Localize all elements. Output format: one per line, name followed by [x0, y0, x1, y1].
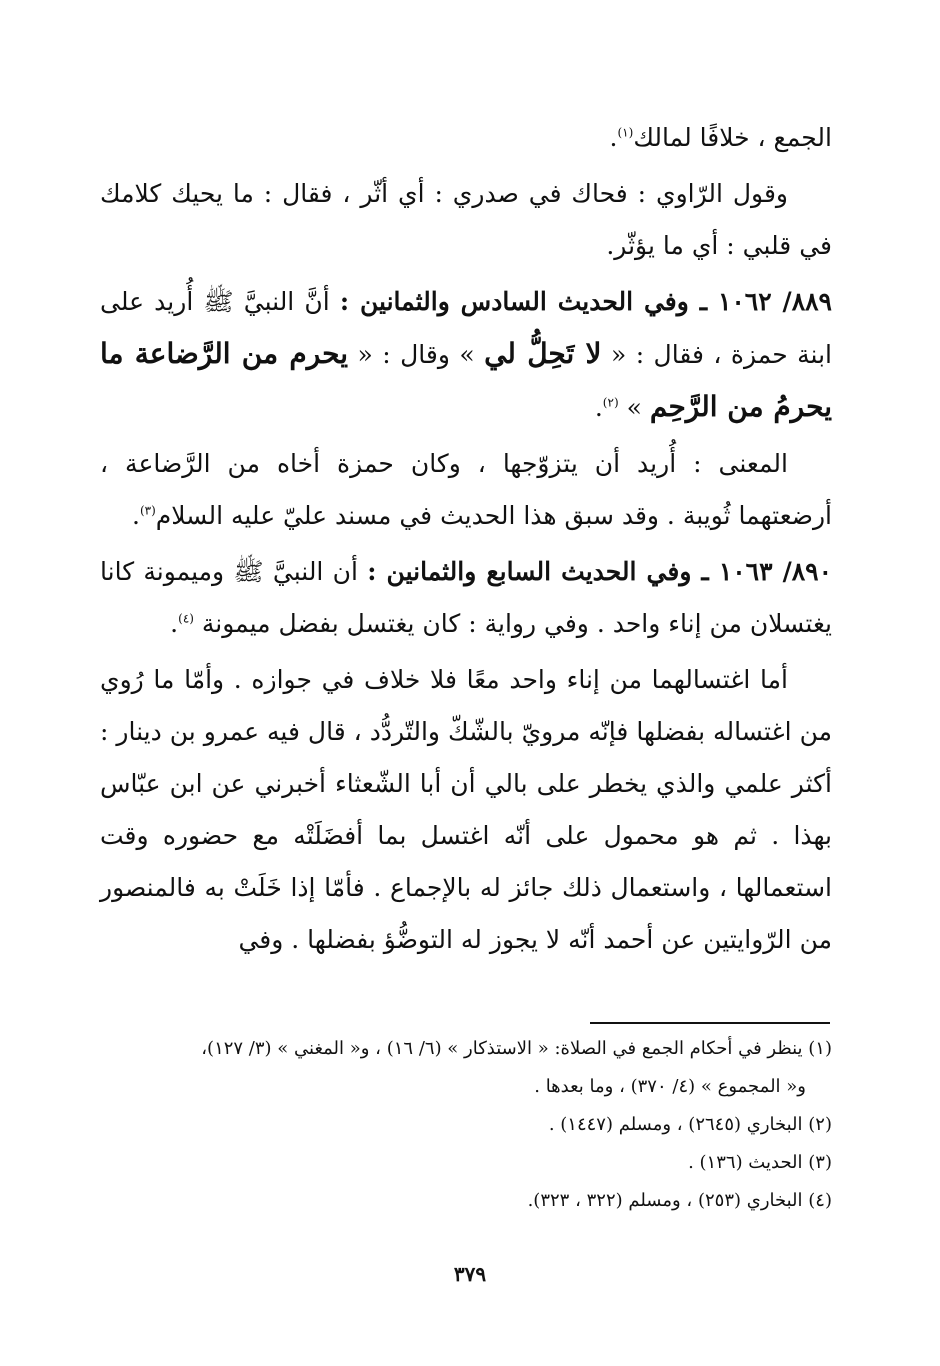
footnotes [100, 1030, 832, 1220]
footnote-1-continued: و« المجموع » (٤/ ٣٧٠) ، وما بعدها . [534, 1076, 806, 1097]
hadith-890-text: أن النبيَّ ﷺ وميمونة كانا يغتسلان من إناء واحد . وفي رواية : كان يغتسل بفضل ميمونة [100, 557, 832, 638]
footnote-divider [590, 1022, 830, 1024]
hadith-889-heading: ٨٨٩/ ١٠٦٢ ـ وفي الحديث السادس والثمانين : [339, 287, 832, 316]
paragraph-1-end: . [609, 123, 618, 152]
hadith-889-end: . [594, 393, 603, 422]
footnote-ref-4: (٤) [178, 611, 194, 626]
paragraph-4-end: . [131, 501, 140, 530]
paragraph-4 [100, 438, 832, 542]
page-body [100, 112, 832, 966]
paragraph-6 [100, 654, 832, 966]
hadith-890 [100, 546, 832, 650]
hadith-889-quote-1: لا تَحِلُّ لي [484, 337, 602, 370]
paragraph-2 [100, 168, 832, 272]
footnote-3: (٣) الحديث (١٣٦) . [688, 1152, 832, 1173]
hadith-889-text-1: أنَّ النبيَّ ﷺ أُريد على ابنة حمزة ، فقال : « [100, 287, 832, 369]
hadith-889-quote-2: يحرم من الرَّضاعة ما يحرمُ من الرَّحِم [100, 337, 832, 423]
paragraph-1 [100, 112, 832, 164]
paragraph-1-text: الجمع ، خلافًا لمالك [633, 123, 832, 152]
hadith-890-heading: ٨٩٠/ ١٠٦٣ ـ وفي الحديث السابع والثمانين : [367, 557, 833, 586]
footnote-2: (٢) البخاري (٢٦٤٥) ، ومسلم (١٤٤٧) . [548, 1114, 832, 1135]
paragraph-6-text: أما اغتسالهما من إناء واحد معًا فلا خلاف في جوازه . وأمّا ما رُوي من اغتساله بفضلها فإنّه مرويّ بالشّكّ والتّردُّد ، قال فيه عمرو بن دينار : أكثر علمي والذي يخطر على بالي أن أبا الشّعثاء أخبرني عن ابن عبّاس بهذا . ثم هو محمول على أنّه اغتسل بما أفضَلَتْه مع حضوره وقت استعمالها ، واستعمال ذلك جائز له بالإجماع . فأمّا إذا خَلَتْ به فالمنصور من الرّوايتين عن أحمد أنّه لا يجوز له التوضُّؤ بفضلها . وفي [100, 665, 832, 954]
paragraph-2-text: وقول الرّاوي : فحاك في صدري : أي أثّر ، فقال : ما يحيك كلامك في قلبي : أي ما يؤثّر. [100, 179, 832, 260]
paragraph-4-text: المعنى : أُريد أن يتزوّجها ، وكان حمزة أخاه من الرَّضاعة ، أرضعتهما ثُويبة . وقد سبق هذا الحديث في مسند عليّ عليه السلام [100, 449, 832, 530]
hadith-890-end: . [170, 609, 179, 638]
footnote-ref-2: (٢) [602, 395, 619, 410]
footnote-1: (١) ينظر في أحكام الجمع في الصلاة: « الاستذكار » (٦/ ١٦) ، و« المغني » (٣/ ١٢٧)، [201, 1038, 832, 1059]
footnote-4: (٤) البخاري (٢٥٣) ، ومسلم (٣٢٢ ، ٣٢٣). [527, 1190, 832, 1211]
footnote-ref-3: (٣) [139, 503, 156, 518]
hadith-889-text-3: » [618, 393, 650, 422]
hadith-889-text-2: » وقال : « [348, 340, 485, 369]
hadith-889 [100, 276, 832, 434]
page-number: ٣٧٩ [453, 1262, 487, 1286]
footnote-ref-1: (١) [617, 125, 634, 140]
